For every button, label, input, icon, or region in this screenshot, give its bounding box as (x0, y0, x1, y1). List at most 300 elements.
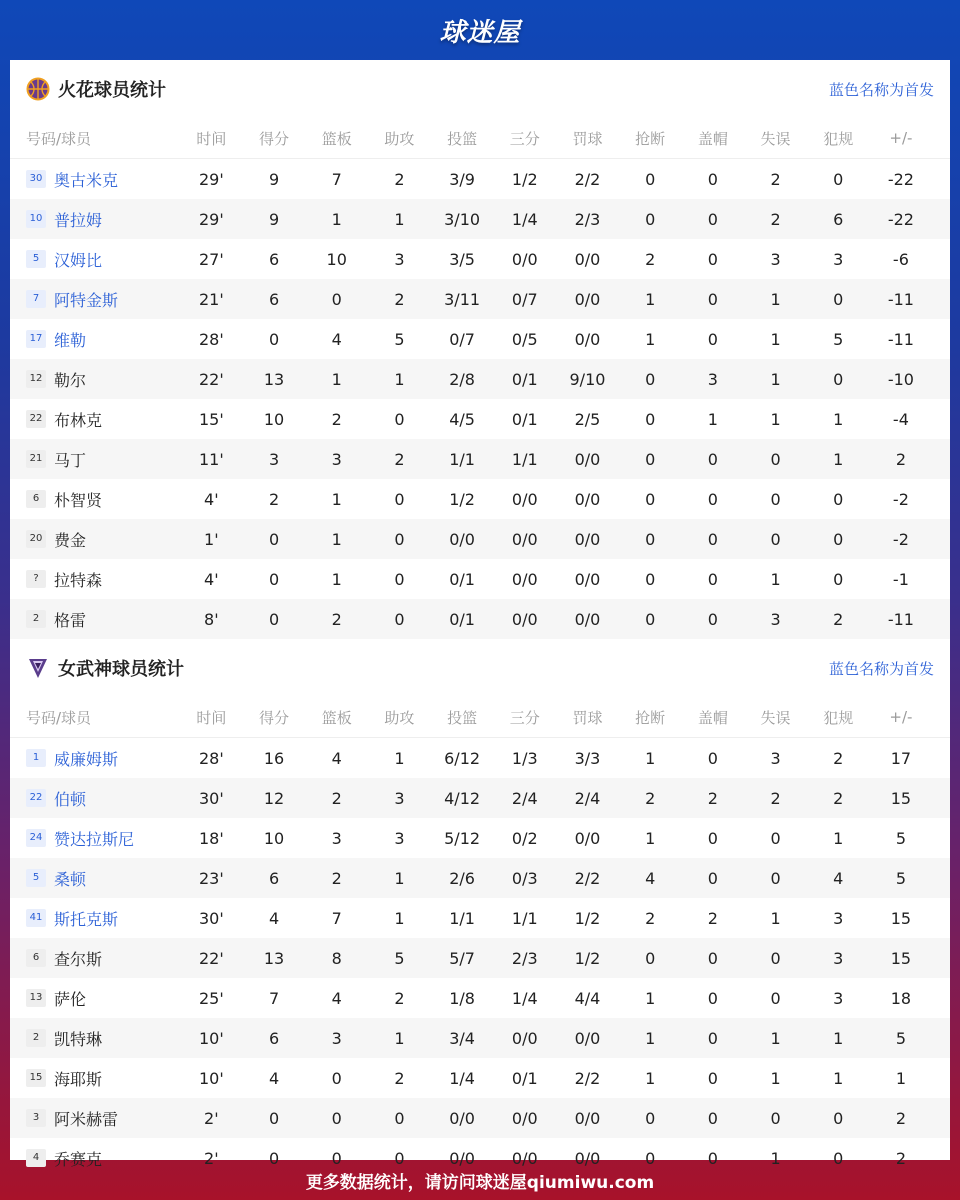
player-cell (10, 328, 180, 351)
stat-cell: -6 (892, 249, 909, 269)
player-cell (10, 1107, 180, 1130)
stat-cell: 0 (645, 409, 656, 429)
player-row[interactable] (10, 898, 950, 938)
player-name-link[interactable]: 斯托克斯 (54, 909, 119, 929)
stat-cell: 4 (331, 748, 342, 768)
stat-cell: 1/8 (449, 988, 475, 1008)
starter-legend-note: 蓝色名称为首发 (828, 659, 934, 678)
stat-cell: 0 (707, 1068, 718, 1088)
stat-cell: 0/1 (511, 1068, 538, 1088)
stat-cell: 2 (331, 868, 342, 888)
player-row[interactable] (10, 1018, 950, 1058)
stat-cell: 0 (707, 988, 718, 1008)
player-cell (10, 907, 180, 930)
team-section (10, 60, 950, 639)
stat-cell: 1 (645, 1068, 656, 1088)
stat-cell: -11 (887, 289, 914, 309)
stat-cell: 28' (198, 329, 224, 349)
stat-cell: 1' (204, 529, 219, 549)
stat-cell: -1 (892, 569, 909, 589)
stat-cell: 0 (645, 569, 656, 589)
stat-cell: 6 (268, 249, 280, 269)
player-row[interactable] (10, 399, 950, 439)
stat-cell: 1 (707, 409, 718, 429)
stat-cell: 2 (895, 449, 906, 469)
stat-cell: 4 (268, 1068, 280, 1088)
player-cell (10, 608, 180, 631)
stat-cell: 9 (268, 169, 280, 189)
stat-cell: 2/2 (574, 169, 601, 189)
stat-cell: 0 (645, 449, 656, 469)
player-cell (10, 947, 180, 970)
player-row[interactable] (10, 559, 950, 599)
stat-cell: 0 (833, 169, 844, 189)
stat-cell: 2/4 (511, 788, 538, 808)
stat-cell: 3/3 (574, 748, 601, 768)
basketball-icon (26, 77, 50, 101)
stat-cell: 2 (645, 788, 656, 808)
stat-cell: 10 (326, 249, 347, 269)
stat-cell: 0 (770, 988, 781, 1008)
stat-cell: 3/9 (449, 169, 475, 189)
player-name-link[interactable]: 朴智贤 (54, 490, 103, 510)
player-row[interactable] (10, 279, 950, 319)
player-row[interactable] (10, 239, 950, 279)
player-row[interactable] (10, 479, 950, 519)
stat-cell: 15 (890, 788, 912, 808)
stat-cell: -10 (887, 369, 914, 389)
stat-cell: 0 (707, 449, 718, 469)
stat-cell: 15 (890, 908, 912, 928)
stat-cell: 0 (833, 289, 844, 309)
stat-cell: 0/0 (574, 569, 601, 589)
player-name-link[interactable]: 拉特森 (54, 570, 103, 590)
stat-cell: 9 (268, 209, 280, 229)
player-name-link[interactable]: 海耶斯 (54, 1069, 103, 1089)
column-header[interactable]: 盖帽 (697, 708, 728, 727)
player-name-link[interactable]: 阿米赫雷 (54, 1109, 119, 1129)
stat-cell: 0/7 (449, 329, 475, 349)
stat-cell: 0 (707, 948, 718, 968)
stat-cell: 0/5 (511, 329, 538, 349)
column-header[interactable]: 时间 (196, 129, 227, 148)
stat-cell: 3 (268, 449, 280, 469)
stat-cell: 1 (645, 1028, 656, 1048)
stat-cell: 0 (331, 1068, 342, 1088)
column-header[interactable]: 篮板 (321, 708, 352, 727)
stat-cell: 0 (770, 948, 781, 968)
stat-cell: 0 (707, 169, 718, 189)
stat-cell: 0 (770, 828, 781, 848)
player-cell (10, 787, 180, 810)
stat-cell: 0 (707, 569, 718, 589)
jersey-number-badge: 2 (26, 1029, 46, 1047)
stat-cell: 2 (707, 788, 718, 808)
stat-cell: 3 (331, 449, 342, 469)
stat-cell: 0 (268, 529, 280, 549)
player-row[interactable] (10, 1098, 950, 1138)
stat-cell: 1 (394, 748, 405, 768)
stat-cell: 0 (645, 209, 656, 229)
player-row[interactable] (10, 1058, 950, 1098)
stat-cell: 0 (645, 369, 656, 389)
stat-cell: 8' (204, 609, 219, 629)
player-cell (10, 568, 180, 591)
stat-cell: 1 (331, 209, 342, 229)
column-header[interactable]: 时间 (196, 708, 227, 727)
column-header[interactable]: 号码/球员 (26, 129, 92, 148)
stat-cell: 1 (394, 908, 405, 928)
stat-cell: 0/0 (574, 529, 601, 549)
stat-cell: 2 (770, 209, 781, 229)
player-name-link[interactable]: 布林克 (54, 410, 103, 430)
column-header[interactable]: 得分 (259, 708, 290, 727)
stat-cell: 3 (770, 249, 781, 269)
stat-cell: 3/10 (444, 209, 481, 229)
column-header[interactable]: 三分 (509, 708, 540, 727)
stat-cell: 0/0 (574, 609, 601, 629)
stat-cell: 5 (895, 868, 906, 888)
stat-cell: 0 (645, 948, 656, 968)
jersey-number-badge: 7 (26, 290, 46, 308)
stat-cell: 0/0 (574, 1148, 601, 1168)
player-name-link[interactable]: 威廉姆斯 (54, 749, 119, 769)
stat-cell: 0 (770, 868, 781, 888)
stat-cell: 2 (331, 788, 342, 808)
player-row[interactable] (10, 778, 950, 818)
stat-cell: 0 (645, 1108, 656, 1128)
stat-cell: 0 (833, 529, 844, 549)
column-header[interactable]: 失误 (760, 129, 791, 148)
stat-cell: 3 (331, 828, 342, 848)
stat-cell: 6 (833, 209, 844, 229)
stat-cell: 1 (833, 828, 844, 848)
stat-cell: 2 (707, 908, 718, 928)
stat-cell: 1/4 (449, 1068, 475, 1088)
stat-cell: -2 (892, 529, 909, 549)
stat-cell: 0 (833, 1148, 844, 1168)
player-name-link[interactable]: 凯特琳 (54, 1029, 103, 1049)
stat-cell: 0 (268, 1108, 280, 1128)
stat-cell: 4 (645, 868, 656, 888)
stat-cell: 0/0 (511, 249, 538, 269)
stat-cell: 1/1 (511, 449, 538, 469)
stat-cell: 5 (394, 948, 405, 968)
column-header[interactable]: +/- (889, 129, 913, 147)
team-title (26, 76, 166, 102)
player-row[interactable] (10, 359, 950, 399)
player-row[interactable] (10, 439, 950, 479)
stat-cell: 1/3 (511, 748, 538, 768)
stat-cell: 1/1 (449, 449, 475, 469)
stat-cell: 1/2 (511, 169, 538, 189)
jersey-number-badge: 12 (26, 370, 46, 388)
player-row[interactable] (10, 599, 950, 639)
column-header[interactable]: +/- (889, 708, 913, 726)
stat-cell: 2 (895, 1148, 906, 1168)
stat-cell: 22' (198, 948, 224, 968)
stat-cell: 0 (645, 1148, 656, 1168)
column-header[interactable]: 抢断 (635, 708, 666, 727)
player-row[interactable] (10, 159, 950, 199)
player-name-link[interactable]: 桑顿 (54, 869, 87, 889)
player-name-link[interactable]: 维勒 (54, 330, 87, 350)
stat-cell: 0 (707, 489, 718, 509)
stat-cell: 3/5 (449, 249, 475, 269)
stat-cell: 2 (394, 988, 405, 1008)
stat-cell: 2/5 (574, 409, 601, 429)
stat-cell: -2 (892, 489, 909, 509)
stat-cell: 0/1 (449, 569, 475, 589)
column-header[interactable]: 罚球 (572, 708, 603, 727)
column-header[interactable]: 罚球 (572, 129, 603, 148)
player-name-link[interactable]: 萨伦 (54, 989, 87, 1009)
jersey-number-badge: 41 (26, 909, 46, 927)
column-header[interactable]: 盖帽 (697, 129, 728, 148)
player-row[interactable] (10, 199, 950, 239)
stat-cell: 10 (263, 409, 285, 429)
stat-cell: 0 (645, 169, 656, 189)
column-header[interactable]: 投篮 (447, 129, 478, 148)
stat-cell: 1 (394, 1028, 405, 1048)
player-row[interactable] (10, 938, 950, 978)
stat-cell: 18 (890, 988, 912, 1008)
stat-cell: 13 (263, 369, 285, 389)
column-header[interactable]: 助攻 (384, 708, 415, 727)
stat-cell: 0/3 (511, 868, 538, 888)
player-cell (10, 288, 180, 311)
stat-cell: 0/2 (511, 828, 538, 848)
column-header[interactable]: 抢断 (635, 129, 666, 148)
column-header[interactable]: 三分 (509, 129, 540, 148)
stat-cell: 0/0 (511, 1108, 538, 1128)
stat-cell: 2 (331, 409, 342, 429)
player-name-link[interactable]: 汉姆比 (54, 250, 103, 270)
stat-cell: 0 (645, 609, 656, 629)
stat-cell: 0/0 (574, 1028, 601, 1048)
stat-cell: 0/0 (449, 1108, 475, 1128)
jersey-number-badge: 21 (26, 450, 46, 468)
stat-cell: 0 (394, 1108, 405, 1128)
player-name-link[interactable]: 勒尔 (54, 370, 87, 390)
stat-cell: 3 (331, 1028, 342, 1048)
stat-cell: 2 (331, 609, 342, 629)
team-title (26, 655, 184, 681)
jersey-number-badge: 6 (26, 490, 46, 508)
stat-cell: 0 (707, 1108, 718, 1128)
player-cell (10, 827, 180, 850)
jersey-number-badge: 15 (26, 1069, 46, 1087)
player-cell (10, 867, 180, 890)
shield-icon (26, 656, 50, 680)
player-cell (10, 368, 180, 391)
player-cell (10, 1027, 180, 1050)
stat-cell: 27' (198, 249, 224, 269)
stat-cell: 0 (394, 529, 405, 549)
stat-cell: 25' (198, 988, 224, 1008)
stat-cell: 2 (394, 1068, 405, 1088)
stat-cell: 0 (394, 1148, 405, 1168)
stat-cell: 2 (645, 249, 656, 269)
stat-cell: 1 (331, 489, 342, 509)
stat-cell: 3/4 (449, 1028, 475, 1048)
stat-cell: 2/3 (511, 948, 538, 968)
stat-cell: 6 (268, 868, 280, 888)
stat-cell: -11 (887, 609, 914, 629)
stat-cell: 0 (331, 1108, 342, 1128)
stat-cell: 2/4 (574, 788, 601, 808)
player-row[interactable] (10, 738, 950, 778)
stat-cell: 22' (198, 369, 224, 389)
stat-cell: 1 (770, 329, 781, 349)
stat-cell: 2 (394, 169, 405, 189)
jersey-number-badge: 20 (26, 530, 46, 548)
stat-cell: -11 (887, 329, 914, 349)
stat-cell: 0/0 (511, 609, 538, 629)
stat-cell: 0/1 (511, 409, 538, 429)
player-name-link[interactable]: 费金 (54, 530, 87, 550)
stat-cell: 1 (331, 369, 342, 389)
column-header[interactable]: 得分 (259, 129, 290, 148)
stat-cell: 0/0 (574, 1108, 601, 1128)
stat-cell: 1 (770, 369, 781, 389)
footer-banner[interactable] (0, 1160, 960, 1200)
stat-cell: 1/2 (574, 908, 601, 928)
stat-cell: 0 (331, 1148, 342, 1168)
stat-cell: 15 (890, 948, 912, 968)
stat-cell: 5 (394, 329, 405, 349)
player-name-link[interactable]: 普拉姆 (54, 210, 103, 230)
stat-cell: 0 (707, 529, 718, 549)
stat-cell: -22 (887, 169, 914, 189)
stat-cell: 0 (707, 868, 718, 888)
team-title-text: 女武神球员统计 (58, 659, 184, 680)
column-header[interactable]: 助攻 (384, 129, 415, 148)
stat-cell: 0 (707, 828, 718, 848)
player-name-link[interactable]: 阿特金斯 (54, 290, 119, 310)
stat-cell: 3 (394, 828, 405, 848)
stat-cell: 5 (833, 329, 844, 349)
stat-cell: 1 (770, 569, 781, 589)
stat-cell: 12 (263, 788, 285, 808)
player-row[interactable] (10, 519, 950, 559)
stat-cell: 2/3 (574, 209, 601, 229)
jersey-number-badge: ? (26, 570, 46, 588)
stat-cell: 3 (707, 369, 718, 389)
column-header[interactable]: 投篮 (447, 708, 478, 727)
stat-cell: 1/4 (511, 209, 538, 229)
stat-cell: 16 (263, 748, 285, 768)
stat-cell: 4 (331, 329, 342, 349)
jersey-number-badge: 5 (26, 250, 46, 268)
stat-cell: 17 (890, 748, 912, 768)
player-cell (10, 528, 180, 551)
stat-cell: 2/8 (449, 369, 475, 389)
player-name-link[interactable]: 马丁 (54, 450, 87, 470)
player-name-link[interactable]: 赞达拉斯尼 (54, 829, 135, 849)
stat-cell: 3 (833, 249, 844, 269)
player-cell (10, 1067, 180, 1090)
stat-cell: 0/0 (574, 828, 601, 848)
player-name-link[interactable]: 奥古米克 (54, 170, 119, 190)
stat-cell: 1 (770, 1148, 781, 1168)
column-header[interactable]: 犯规 (823, 708, 854, 727)
jersey-number-badge: 24 (26, 829, 46, 847)
stat-cell: 0 (770, 529, 781, 549)
stat-cell: 2' (204, 1108, 219, 1128)
stat-cell: 3 (833, 948, 844, 968)
player-cell (10, 168, 180, 191)
stat-cell: 7 (331, 169, 342, 189)
stat-cell: 28' (198, 748, 224, 768)
stat-cell: 4 (833, 868, 844, 888)
stat-cell: 2' (204, 1148, 219, 1168)
stat-cell: 0/0 (511, 1148, 538, 1168)
player-name-link[interactable]: 格雷 (54, 610, 87, 630)
stat-cell: 3 (770, 609, 781, 629)
stat-cell: 13 (263, 948, 285, 968)
stat-cell: 5/12 (444, 828, 481, 848)
player-name-link[interactable]: 伯顿 (54, 789, 87, 809)
stat-cell: 2/6 (449, 868, 475, 888)
site-logo[interactable]: 球迷屋 (439, 17, 521, 48)
stat-cell: 0/1 (449, 609, 475, 629)
stat-cell: 2 (833, 748, 844, 768)
stat-cell: 0 (770, 449, 781, 469)
jersey-number-badge: 13 (26, 989, 46, 1007)
jersey-number-badge: 30 (26, 170, 46, 188)
stat-cell: 5 (895, 1028, 906, 1048)
stat-cell: 2 (895, 1108, 906, 1128)
player-row[interactable] (10, 978, 950, 1018)
stat-cell: 0 (707, 609, 718, 629)
stat-cell: 6 (268, 289, 280, 309)
stat-cell: 0/0 (511, 489, 538, 509)
stat-cell: 3/11 (444, 289, 481, 309)
player-cell (10, 488, 180, 511)
jersey-number-badge: 1 (26, 749, 46, 767)
stat-cell: 2 (770, 169, 781, 189)
player-row[interactable] (10, 818, 950, 858)
stat-cell: 0/0 (574, 249, 601, 269)
stat-cell: 0/0 (574, 449, 601, 469)
player-row[interactable] (10, 858, 950, 898)
stat-cell: 3 (394, 249, 405, 269)
stat-cell: 0/0 (511, 529, 538, 549)
stat-cell: 0/0 (449, 529, 475, 549)
column-header[interactable]: 犯规 (823, 129, 854, 148)
column-header[interactable]: 失误 (760, 708, 791, 727)
player-row[interactable] (10, 319, 950, 359)
stat-cell: 0 (833, 569, 844, 589)
stat-cell: 1/1 (511, 908, 538, 928)
player-name-link[interactable]: 乔赛克 (54, 1149, 103, 1169)
team-section (10, 639, 950, 1178)
stat-cell: -22 (887, 209, 914, 229)
stat-cell: -4 (892, 409, 909, 429)
stat-cell: 0/0 (511, 569, 538, 589)
column-header[interactable]: 号码/球员 (26, 708, 92, 727)
stat-cell: 1 (770, 409, 781, 429)
stat-cell: 2 (268, 489, 280, 509)
stat-cell: 21' (198, 289, 224, 309)
jersey-number-badge: 22 (26, 410, 46, 428)
stat-cell: 5/7 (449, 948, 475, 968)
stat-cell: 0 (394, 489, 405, 509)
column-header[interactable]: 篮板 (321, 129, 352, 148)
player-name-link[interactable]: 查尔斯 (54, 949, 103, 969)
stat-cell: 1 (833, 449, 844, 469)
